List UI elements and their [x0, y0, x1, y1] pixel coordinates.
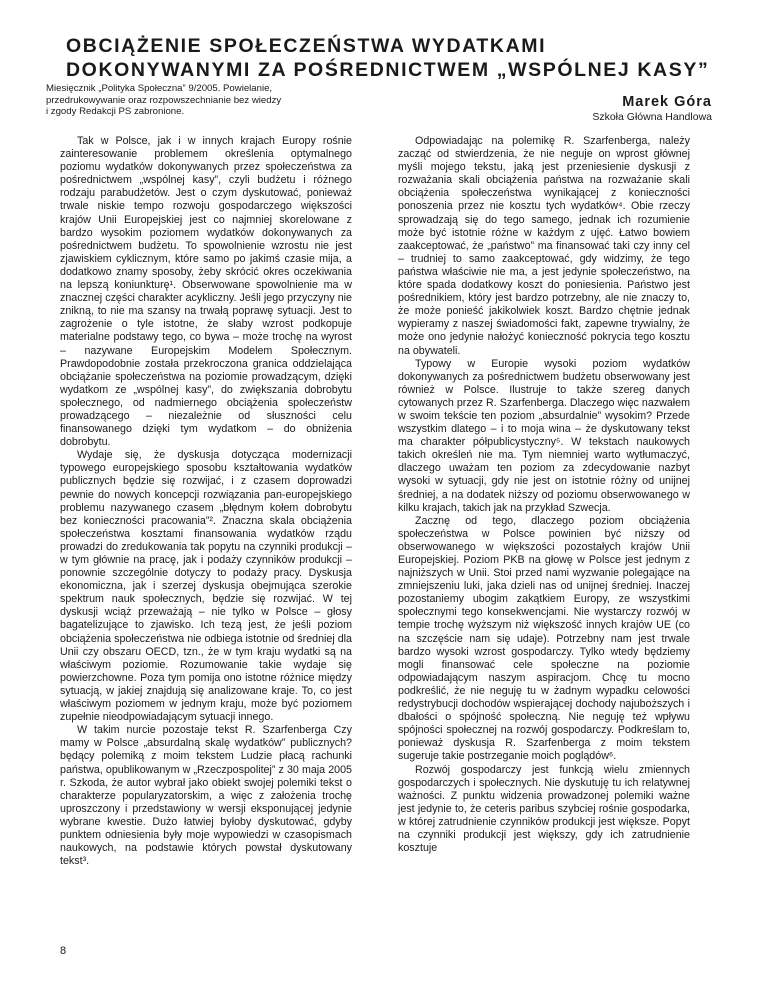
- paragraph: Zacznę od tego, dlaczego poziom obciążenia społeczeństwa w Polsce powinien być niższy od obserwowanego w większości pozostałych krajów Unii Europejskiej. Poziom PKB na głowę w Polsce jest jednym z najniższych w Unii. Stoi przed nami wyzwanie polegające na zmniejszeniu luki, jaka dzieli nas od unijnej średniej. Inaczej pozostaniemy ubogim zakątkiem Europy, ze wszystkimi społecznymi tego konsekwencjami. Nie wystarczy rozwój w tempie trochę wyższym niż większość innych krajów UE (co na szczęście nam się udaje). Potrzebny nam jest trwale bardzo wysoki wzrost gospodarczy. Tylko wtedy będziemy mogli finansować cele społeczne na poziomie odpowiadającym naszym aspiracjom. Chcę tu mocno podkreślić, że nie neguję tu w żadnym wypadku celowości redystrybucji dochodów wspierającej dochody najuboższych i dbałości o spójność społeczną. Nie neguję też wpływu spójności społecznej na rozwój gospodarczy. Podkreślam to, ponieważ dyskusja R. Szarfenberga z moim tekstem sugeruje takie postrzeganie moich poglądów⁶.: [398, 514, 690, 763]
- paragraph: Rozwój gospodarczy jest funkcją wielu zmiennych gospodarczych i społecznych. Nie dyskutuję tu ich relatywnej ważności. Z punktu widzenia prowadzonej polemiki ważne jest jedynie to, że ceteris paribus szybciej rośnie gospodarka, w której zatrudnienie czynników produkcji jest większe. Popyt na czynniki produkcji jest większy, gdy ich zatrudnienie kosztuje: [398, 763, 690, 855]
- copyright-line: Miesięcznik „Polityka Społeczna” 9/2005. Powielanie,: [46, 83, 273, 94]
- article-title-line: OBCIĄŻENIE SPOŁECZEŃSTWA WYDATKAMI: [66, 35, 547, 57]
- paragraph: W takim nurcie pozostaje tekst R. Szarfenberga Czy mamy w Polsce „absurdalną skalę wydatków” publicznych? będący polemiką z moim tekstem Ludzie płacą rachunki państwa, opublikowanym w „Rzeczpospolitej” z 30 maja 2005 r. Szkoda, że autor wybrał jako obiekt swojej polemiki tekst o charakterze popularyzatorskim, a więc z założenia trochę uproszczony i przedstawiony w wersji eksponującej jedynie wybrane kwestie. Dużo łatwiej byłoby dyskutować, gdyby punktem odniesienia były moje wypowiedzi w czasopismach naukowych, na podstawie których powstał dyskutowany tekst³.: [60, 724, 352, 868]
- paragraph: Wydaje się, że dyskusja dotycząca modernizacji typowego europejskiego sposobu kształtowania wydatków publicznych będzie się rozwijać, i z czasem doprowadzi pewnie do nowych koncepcji rozwiązania pan-europejskiego problemu nazywanego czasem „błędnym kołem dobrobytu bez konieczności pracowania”². Znaczna skala obciążenia społeczeństwa kosztami finansowania wydatków rządu prowadzi do zredukowania tak popytu na czynniki produkcji – w tym głównie na pracę, jak i podaży czynników produkcji – ponownie szczególnie dotyczy to podaży pracy. Dyskusja ekonomiczna, jak i szerzej dyskusja obejmująca szerokie spektrum nauk społecznych, będzie się rozwijać. W tej dyskusji wciąż przeważają – nie tylko w Polsce – głosy bagatelizujące to zjawisko. Ich tezą jest, że jeśli poziom obciążenia społeczeństwa nie odbiega istotnie od średniej dla Unii czy obszaru OECD, tzn., że w tym kraju wydatki są na właściwym poziomie. Rozumowanie takie wydaje się powierzchowne. Poza tym pomija ono istotne różnice między sytuacją, w jakiej znajdują się analizowane kraje. To, co jest właściwym poziomem w jednym kraju, może być poziomem zupełnie nieodpowiadającym sytuacji innego.: [60, 449, 352, 724]
- article-title-line: DOKONYWANYMI ZA POŚREDNICTWEM „WSPÓLNEJ KASY”: [66, 59, 710, 81]
- page-number: 8: [60, 945, 67, 957]
- paragraph: Tak w Polsce, jak i w innych krajach Europy rośnie zainteresowanie problemem określenia optymalnego poziomu wydatków dokonywanych przez społeczeństwa za pośrednictwem „wspólnej kasy”, czyli budżetu i różnego rodzaju parabudżetów. Jest o czym dyskutować, ponieważ trwale niskie tempo rozwoju gospodarczego większości krajów Unii Europejskiej jest co najmniej skorelowane z bardzo wysokim poziomem wydatków dokonywanych za pośrednictwem budżetu. To spowolnienie wzrostu nie jest zjawiskiem cyklicznym, które samo po jakimś czasie mija, a dodatkowo znamy sposoby, żeby skrócić okres oczekiwania na lepszą koniunkturę¹. Obserwowane spowolnienie ma w znacznej części charakter acykliczny. Jeśli jego przyczyny nie znikną, to nie ma szansy na trwałą poprawę sytuacji. Jest to zagrożenie o tyle istotne, że słaby wzrost podkopuje materialne podstawy tego, co bywa – może trochę na wyrost – nazywane Europejskim Modelem Społecznym. Prawdopodobnie została przekroczona granica oddzielająca obciążanie społeczeństwa na poziomie prowadzącym, dzięki wydatkom ze „wspólnej kasy”, do zwiększania dobrobytu społecznego, od nadmiernego obciążenia społeczeństw prowadzącego – niezależnie od słuszności celu finansowanego dzięki tym wydatkom – do obniżenia dobrobytu.: [60, 135, 352, 449]
- copyright-line: przedrukowywanie oraz rozpowszechnianie bez wiedzy: [46, 94, 282, 106]
- paragraph: Typowy w Europie wysoki poziom wydatków dokonywanych za pośrednictwem budżetu obserwowany jest również w Polsce. Ilustruje to także szereg danych cytowanych przez R. Szarfenberga. Dlaczego więc nazwałem w swoim tekście ten poziom „absurdalnie” wysokim? Przede wszystkim dlatego – i to moja wina – że dyskutowany tekst ma charakter półpublicystyczny⁵. W tekstach naukowych takich określeń nie ma. Tym niemniej warto wytłumaczyć, dlaczego uważam ten poziom za zdecydowanie nazbyt wysoki w sytuacji, gdy nie jest on istotnie różny od unijnej średniej, a na dodatek niższy od poziomu obserwowanego w kilku krajach, takich jak na przykład Szwecja.: [398, 357, 690, 514]
- paragraph: Odpowiadając na polemikę R. Szarfenberga, należy zacząć od stwierdzenia, że nie neguje on wprost głównej myśli mojego tekstu, jaką jest przeniesienie dyskusji z rozważania skali obciążenia państwa na rozważanie skali obciążenia społeczeństwa wynikającej z konieczności ponoszenia przez nie kosztu tych wydatków⁴. Obie rzeczy sprowadzają się do tego samego, jednak ich rozumienie może być istotnie różne w każdym z ujęć. Łatwo bowiem zaakceptować, że „państwo” ma finansować taki czy inny cel – trudniej to samo zaakceptować, gdy widzimy, że tego państwa właściwie nie ma, a jest jedynie społeczeństwo, na które spada dodatkowy koszt do poniesienia. Państwo jest pośrednikiem, który jest bardzo potrzebny, ale nie znaczy to, że może ponieść jakikolwiek koszt. Bardzo chętnie jednak wypieramy z naszej świadomości fakt, zapewne trywialny, że może ono jedynie nałożyć konieczność pokrycia tego kosztu na obywateli.: [398, 135, 690, 357]
- article-title: [66, 34, 710, 82]
- copyright-line: i zgody Redakcji PS zabronione.: [46, 106, 185, 117]
- right-column: [398, 135, 690, 855]
- copyright-notice: [46, 83, 306, 118]
- author-name: Marek Góra: [622, 94, 712, 110]
- left-column: [60, 135, 352, 868]
- author-affiliation: Szkoła Główna Handlowa: [592, 111, 712, 123]
